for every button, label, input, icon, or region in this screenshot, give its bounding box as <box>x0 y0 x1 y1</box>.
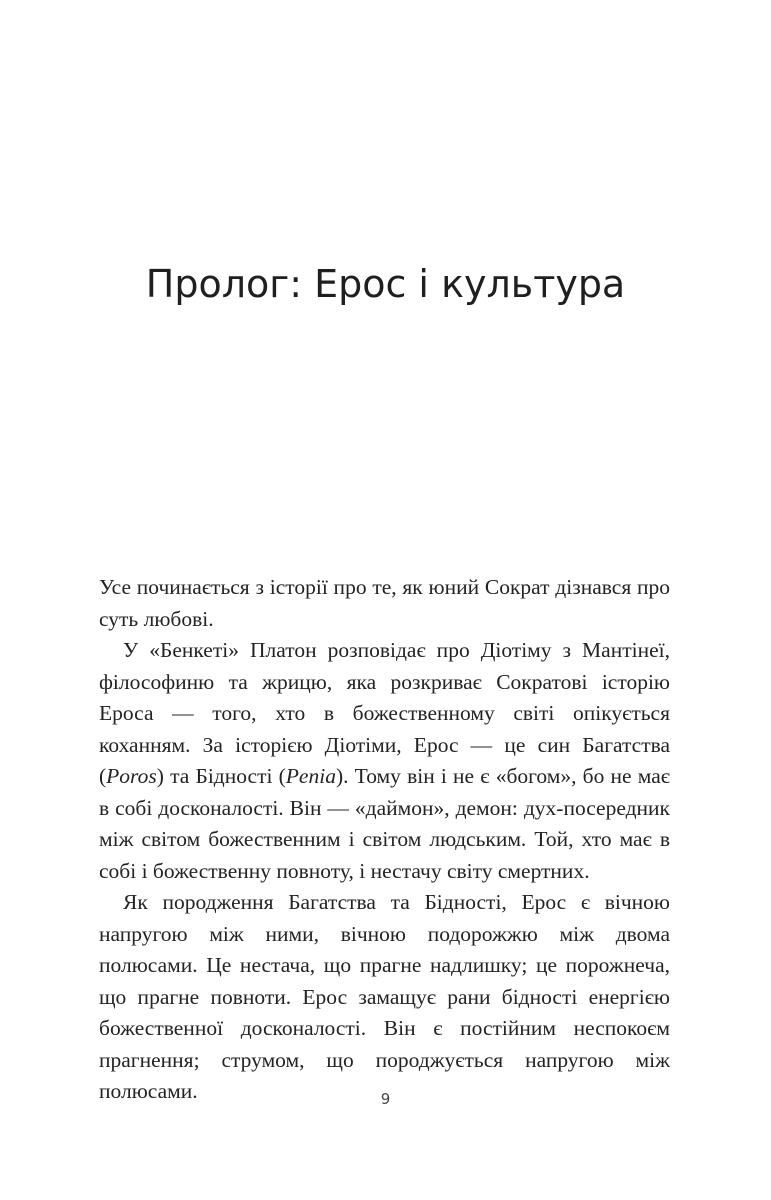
paragraph-2-text-b: ) та Бідності ( <box>156 764 286 788</box>
page-number: 9 <box>380 1090 391 1108</box>
paragraph-2-italic-penia: Penia <box>285 764 336 788</box>
paragraph-2-text-a: У «Бенкеті» Платон розповідає про Діотіму з Мантінеї, філософиню та жрицю, яка розкриває Сократові історію Ероса — того, хто в божественному світі опікується коханням. За історією Діотіми, Ерос — це син Багатства ( <box>99 638 670 788</box>
chapter-title: Пролог: Ерос і культура <box>145 262 626 306</box>
paragraph-2-text-c: ). Тому він і не є «богом», бо не має в собі досконалості. Він — «даймон», демон: дух-посередник між світом божественним і світом людським. Той, хто має в собі і божественну повноту, і нестачу світу смертних. <box>99 764 671 883</box>
body-text <box>99 572 670 1108</box>
paragraph-2-italic-poros: Poros <box>106 764 157 788</box>
paragraph-1: Усе починається з історії про те, як юний Сократ дізнався про суть любові. <box>99 575 670 631</box>
paragraph-3: Як породження Багатства та Бідності, Ерос є вічною напругою між ними, вічною подорожжю між двома полюсами. Це нестача, що прагне надлишку; це порожнеча, що прагне повноти. Ерос замащує рани бідності енергією божественної досконалості. Він є постійним неспокоєм прагнення; струмом, що породжується напругою між полюсами. <box>99 890 670 1103</box>
paragraph-2 <box>99 635 670 887</box>
